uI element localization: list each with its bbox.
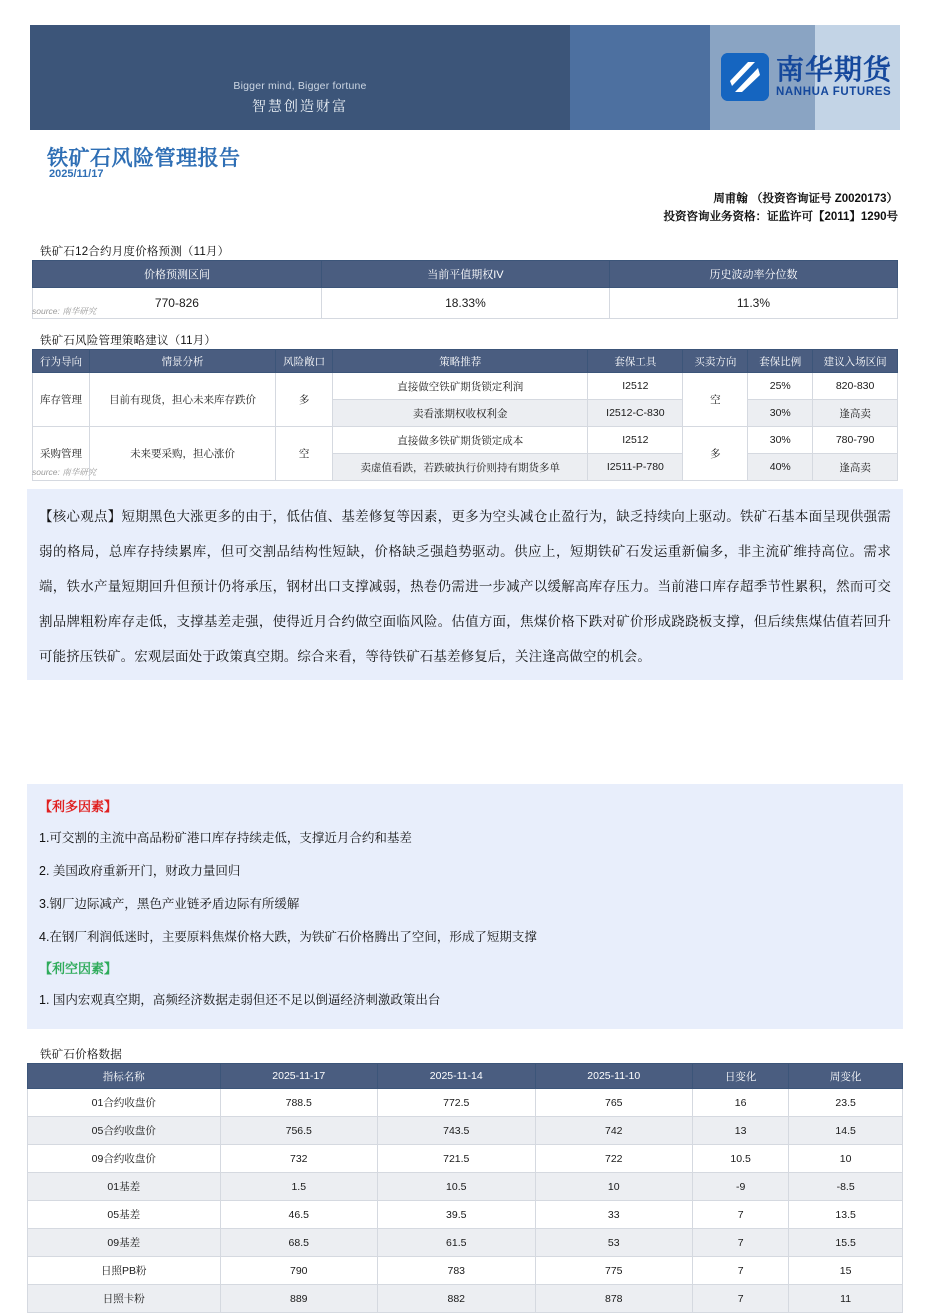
slogan xyxy=(233,79,366,116)
bullish-factor-item: 4.在钢厂利润低迷时，主要原料焦煤价格大跌，为铁矿石价格腾出了空间，形成了短期支撑 xyxy=(39,930,537,944)
price-cell: 732 xyxy=(220,1145,378,1173)
price-col-header: 周变化 xyxy=(789,1064,903,1089)
price-cell: 7 xyxy=(693,1257,789,1285)
price-cell: 775 xyxy=(535,1257,693,1285)
factors-panel xyxy=(27,784,903,1029)
table-row xyxy=(28,1089,903,1117)
bullish-factors-list xyxy=(39,822,891,954)
price-cell: 7 xyxy=(693,1285,789,1313)
price-cell: 882 xyxy=(378,1285,536,1313)
nanhua-logo-mark-icon xyxy=(721,53,769,101)
strategy-source: source: 南华研究 xyxy=(32,467,97,477)
forecast-source: source: 南华研究 xyxy=(32,306,97,316)
price-cell: 53 xyxy=(535,1229,693,1257)
table-row xyxy=(33,373,898,400)
table-header-row xyxy=(33,261,898,288)
page-title: 铁矿石风险管理报告 xyxy=(47,147,241,170)
forecast-value-hv: 11.3% xyxy=(609,288,897,319)
price-data-caption: 铁矿石价格数据 xyxy=(40,1049,122,1061)
price-table-body xyxy=(28,1089,903,1313)
strategy-cell-scenario: 目前有现货，担心未来库存跌价 xyxy=(90,373,276,427)
price-cell: 743.5 xyxy=(378,1117,536,1145)
table-row xyxy=(28,1257,903,1285)
price-cell: 721.5 xyxy=(378,1145,536,1173)
price-cell: 742 xyxy=(535,1117,693,1145)
strategy-col-direction: 买卖方向 xyxy=(683,350,748,373)
strategy-cell-tool: I2511-P-780 xyxy=(588,454,683,481)
price-col-header: 2025-11-14 xyxy=(378,1064,536,1089)
price-col-header: 2025-11-17 xyxy=(220,1064,378,1089)
price-cell: 33 xyxy=(535,1201,693,1229)
bearish-factor-item: 1. 国内宏观真空期，高频经济数据走弱但还不足以倒逼经济刺激政策出台 xyxy=(39,993,441,1007)
strategy-col-tool: 套保工具 xyxy=(588,350,683,373)
price-cell: 7 xyxy=(693,1201,789,1229)
price-cell: 05合约收盘价 xyxy=(28,1117,221,1145)
strategy-cell-entry: 逢高卖 xyxy=(813,400,898,427)
price-cell: 61.5 xyxy=(378,1229,536,1257)
table-row xyxy=(28,1201,903,1229)
license-line: 投资咨询业务资格：证监许可【2011】1290号 xyxy=(663,211,898,224)
strategy-cell-tool: I2512 xyxy=(588,427,683,454)
table-row xyxy=(33,427,898,454)
strategy-cell-behavior: 采购管理 xyxy=(33,427,90,481)
price-col-header: 指标名称 xyxy=(28,1064,221,1089)
strategy-cell-direction: 空 xyxy=(683,373,748,427)
price-cell: 10.5 xyxy=(693,1145,789,1173)
strategy-cell-strategy: 直接做空铁矿期货锁定利润 xyxy=(333,373,588,400)
price-cell: 日照PB粉 xyxy=(28,1257,221,1285)
price-cell: 09合约收盘价 xyxy=(28,1145,221,1173)
bearish-factors-list xyxy=(39,984,891,1017)
strategy-col-ratio: 套保比例 xyxy=(748,350,813,373)
forecast-col-range: 价格预测区间 xyxy=(33,261,322,288)
price-cell: 1.5 xyxy=(220,1173,378,1201)
strategy-cell-entry: 逢高卖 xyxy=(813,454,898,481)
strategy-cell-scenario: 未来要采购，担心涨价 xyxy=(90,427,276,481)
strategy-cell-ratio: 25% xyxy=(748,373,813,400)
price-cell: 788.5 xyxy=(220,1089,378,1117)
strategy-cell-tool: I2512 xyxy=(588,373,683,400)
strategy-col-behavior: 行为导向 xyxy=(33,350,90,373)
header-banner xyxy=(30,25,900,130)
price-cell: 11 xyxy=(789,1285,903,1313)
price-cell: 15 xyxy=(789,1257,903,1285)
strategy-cell-entry: 820-830 xyxy=(813,373,898,400)
strategy-cell-entry: 780-790 xyxy=(813,427,898,454)
table-header-row xyxy=(33,350,898,373)
strategy-table-body xyxy=(33,373,898,481)
price-cell: 765 xyxy=(535,1089,693,1117)
price-cell: 783 xyxy=(378,1257,536,1285)
analyst-credentials xyxy=(663,190,898,227)
strategy-col-scenario: 情景分析 xyxy=(90,350,276,373)
strategy-cell-strategy: 卖看涨期权收权利金 xyxy=(333,400,588,427)
bullish-factor-item: 1.可交割的主流中高品粉矿港口库存持续走低，支撑近月合约和基差 xyxy=(39,831,412,845)
strategy-col-strategy: 策略推荐 xyxy=(333,350,588,373)
strategy-cell-behavior: 库存管理 xyxy=(33,373,90,427)
price-cell: 889 xyxy=(220,1285,378,1313)
slogan-chinese: 智慧创造财富 xyxy=(251,97,348,114)
table-row xyxy=(28,1117,903,1145)
forecast-col-hv: 历史波动率分位数 xyxy=(609,261,897,288)
price-cell: 790 xyxy=(220,1257,378,1285)
price-cell: 日照卡粉 xyxy=(28,1285,221,1313)
banner-slogan-block xyxy=(30,25,570,130)
price-cell: 23.5 xyxy=(789,1089,903,1117)
report-date: 2025/11/17 xyxy=(49,168,104,180)
banner-block-2 xyxy=(570,25,710,130)
strategy-cell-exposure: 多 xyxy=(276,373,333,427)
price-cell: 09基差 xyxy=(28,1229,221,1257)
core-view-text: 【核心观点】短期黑色大涨更多的由于，低估值、基差修复等因素，更多为空头减仓止盈行为，缺乏持续向上驱动。铁矿石基本面呈现供强需弱的格局，总库存持续累库，但可交割品结构性短缺，价格缺乏强趋势驱动。供应上，短期铁矿石发运重新偏多，非主流矿维持高位。需求端，铁水产量短期回升但预计仍将承压，钢材出口支撑减弱，热卷仍需进一步减产以缓解高库存压力。当前港口库存超季节性累积，然而可交割品牌粗粉库存走低，支撑基差走强，使得近月合约做空面临风险。估值方面，焦煤价格下跌对矿价形成跷跷板支撑，但后续焦煤估值若回升可能挤压铁矿。宏观层面处于政策真空期。综合来看，等待铁矿石基差修复后，关注逢高做空的机会。 xyxy=(39,509,891,664)
table-row xyxy=(28,1229,903,1257)
table-row xyxy=(28,1173,903,1201)
price-cell: 05基差 xyxy=(28,1201,221,1229)
strategy-col-entry: 建议入场区间 xyxy=(813,350,898,373)
price-cell: 10 xyxy=(789,1145,903,1173)
core-view-panel xyxy=(27,489,903,680)
price-cell: 01基差 xyxy=(28,1173,221,1201)
price-cell: 13.5 xyxy=(789,1201,903,1229)
price-col-header: 日变化 xyxy=(693,1064,789,1089)
price-data-table xyxy=(27,1063,903,1313)
price-cell: 878 xyxy=(535,1285,693,1313)
strategy-cell-ratio: 40% xyxy=(748,454,813,481)
table-row xyxy=(33,288,898,319)
price-cell: 16 xyxy=(693,1089,789,1117)
bullish-factor-item: 3.钢厂边际减产，黑色产业链矛盾边际有所缓解 xyxy=(39,897,300,911)
bullish-factors-heading: 【利多因素】 xyxy=(39,799,118,814)
price-cell: -9 xyxy=(693,1173,789,1201)
strategy-cell-strategy: 卖虚值看跌，若跌破执行价则持有期货多单 xyxy=(333,454,588,481)
price-cell: 722 xyxy=(535,1145,693,1173)
bearish-factors-heading: 【利空因素】 xyxy=(39,961,118,976)
price-cell: 756.5 xyxy=(220,1117,378,1145)
strategy-caption: 铁矿石风险管理策略建议（11月） xyxy=(40,335,217,347)
price-cell: 14.5 xyxy=(789,1117,903,1145)
logo-name-cn: 南华期货 xyxy=(775,52,892,86)
forecast-caption: 铁矿石12合约月度价格预测（11月） xyxy=(40,246,230,258)
forecast-value-range: 770-826 xyxy=(33,288,322,319)
table-row xyxy=(28,1145,903,1173)
logo-name-en: NANHUA FUTURES xyxy=(775,85,892,98)
strategy-cell-direction: 多 xyxy=(683,427,748,481)
price-cell: 13 xyxy=(693,1117,789,1145)
strategy-cell-ratio: 30% xyxy=(748,427,813,454)
price-cell: -8.5 xyxy=(789,1173,903,1201)
slogan-english: Bigger mind, Bigger fortune xyxy=(233,80,367,93)
bullish-factor-item: 2. 美国政府重新开门，财政力量回归 xyxy=(39,864,241,878)
logo-wordmark xyxy=(775,52,892,99)
forecast-col-iv: 当前平值期权IV xyxy=(321,261,609,288)
strategy-cell-ratio: 30% xyxy=(748,400,813,427)
strategy-cell-exposure: 空 xyxy=(276,427,333,481)
price-cell: 7 xyxy=(693,1229,789,1257)
price-cell: 01合约收盘价 xyxy=(28,1089,221,1117)
strategy-cell-strategy: 直接做多铁矿期货锁定成本 xyxy=(333,427,588,454)
strategy-col-exposure: 风险敞口 xyxy=(276,350,333,373)
price-cell: 772.5 xyxy=(378,1089,536,1117)
table-header-row xyxy=(28,1064,903,1089)
price-col-header: 2025-11-10 xyxy=(535,1064,693,1089)
forecast-value-iv: 18.33% xyxy=(321,288,609,319)
company-logo xyxy=(721,53,892,101)
price-cell: 10.5 xyxy=(378,1173,536,1201)
forecast-table xyxy=(32,260,898,319)
price-cell: 10 xyxy=(535,1173,693,1201)
strategy-cell-tool: I2512-C-830 xyxy=(588,400,683,427)
price-cell: 39.5 xyxy=(378,1201,536,1229)
strategy-table xyxy=(32,349,898,481)
table-row xyxy=(28,1285,903,1313)
analyst-name-line: 周甫翰 （投资咨询证号 Z0020173） xyxy=(713,193,898,205)
price-cell: 68.5 xyxy=(220,1229,378,1257)
price-cell: 15.5 xyxy=(789,1229,903,1257)
price-cell: 46.5 xyxy=(220,1201,378,1229)
